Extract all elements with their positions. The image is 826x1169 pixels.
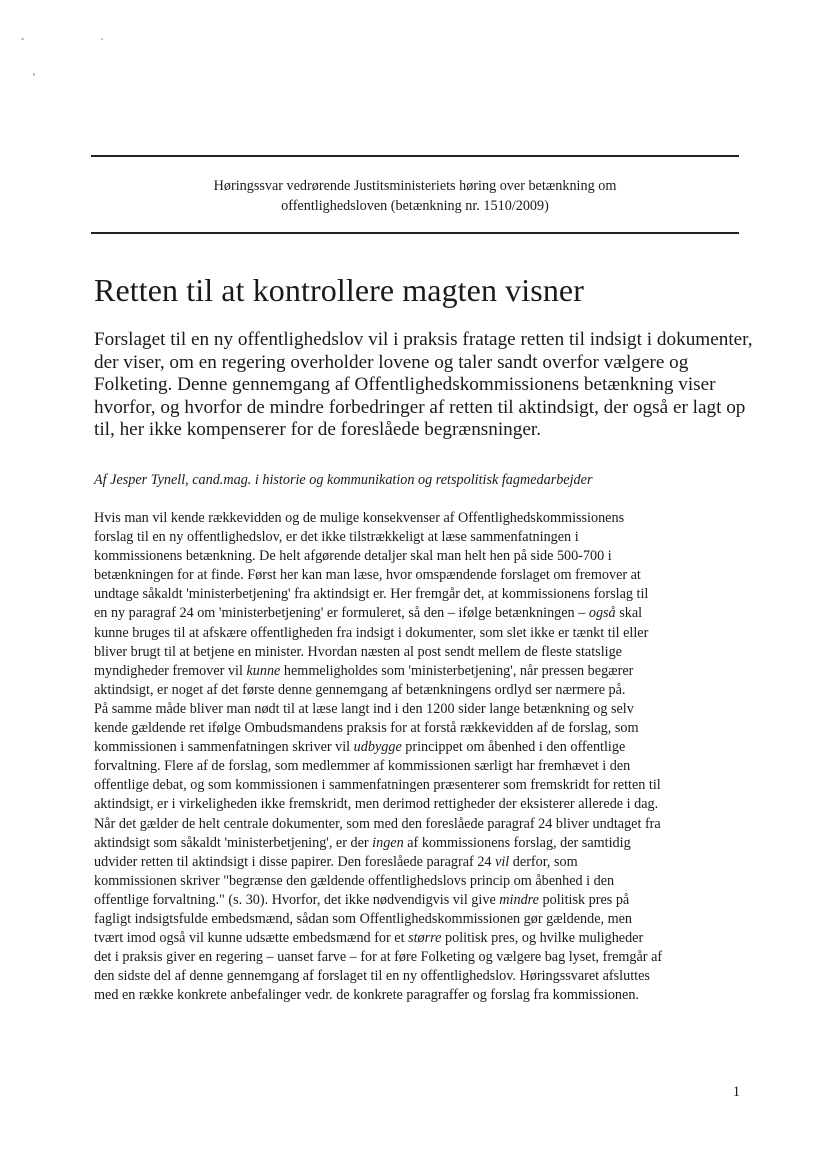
body-line: bliver brugt til at betjene en minister. Hvordan næsten al post sendt mellem de fleste statslige — [94, 643, 622, 660]
consultation-header — [91, 176, 739, 216]
lead-paragraph — [94, 329, 754, 442]
body-line: det i praksis giver en regering – uanset farve – for at føre Folketing og vælgere bag lyset, fremgår af — [94, 949, 663, 966]
body-line — [94, 662, 750, 681]
lead-line: til, her ikke kompenserer for de foreslåede begrænsninger. — [94, 419, 542, 440]
emphasis-text: også — [588, 605, 616, 622]
lead-line: Folketing. Denne gennemgang af Offentlighedskommissionens betænkning viser — [94, 374, 716, 395]
body-line — [94, 738, 750, 757]
emphasis-text: udbygge — [353, 739, 402, 756]
body-line: kommissionens betænkning. De helt afgørende detaljer skal man helt hen på side 500-700 i — [94, 548, 612, 565]
lead-line: Forslaget til en ny offentlighedslov vil i praksis fratage retten til indsigt i dokumenter, — [94, 329, 753, 350]
body-line: den sidste del af denne gennemgang af forslaget til en ny offentlighedslov. Høringssvaret afsluttes — [94, 968, 650, 985]
body-line: Når det gælder de helt centrale dokumenter, som med den foreslåede paragraf 24 bliver undtaget fra — [94, 815, 661, 832]
body-line-text: derfor, som — [509, 853, 578, 870]
lead-line: hvorfor, og hvorfor de mindre forbedringer af retten til aktindsigt, der også er lagt op — [94, 396, 746, 418]
body-line: offentlige debat, og som kommissionen i sammenfatningen præsenterer som fremskridt for retten til — [94, 777, 661, 794]
emphasis-text: vil — [495, 853, 510, 870]
consultation-header-line: Høringssvar vedrørende Justitsministeriets høring over betænkning om — [213, 178, 617, 194]
body-line: kende gældende ret ifølge Ombudsmandens praksis for at forstå rækkevidden af de forslag, som — [94, 720, 639, 737]
body-line: forslag til en ny offentlighedslov, er det ikke tilstrækkeligt at læse sammenfatningen i — [94, 529, 579, 546]
body-line-text: af kommissionens forslag, der samtidig — [403, 834, 631, 851]
emphasis-text: ingen — [372, 834, 404, 851]
body-line: forvaltning. Flere af de forslag, som medlemmer af kommissionen særligt har fremhævet i den — [94, 758, 631, 775]
body-line — [94, 929, 750, 948]
body-line-text: hemmeligholdes som 'ministerbetjening', når pressen begærer — [280, 662, 634, 679]
body-line: kommissionen skriver "begrænse den gældende offentlighedslovs princip om åbenhed i den — [94, 872, 615, 889]
lead-line: der viser, om en regering overholder lovene og taler sandt overfor vælgere og — [94, 351, 689, 373]
scan-speck — [33, 73, 35, 76]
scan-speck — [101, 38, 103, 40]
scan-speck — [21, 38, 24, 40]
body-line: kunne bruges til at afskære offentligheden fra indsigt i dokumenter, som slet ikke er tænkt til eller — [94, 624, 649, 641]
body-line-text: myndigheder fremover vil — [94, 662, 243, 679]
body-line-text: kommissionen i sammenfatningen skriver vil — [94, 739, 351, 756]
body-paragraph — [94, 509, 750, 1005]
consultation-header-line: offentlighedsloven (betænkning nr. 1510/2009) — [281, 198, 549, 214]
header-top-rule — [91, 155, 739, 157]
body-line: undtage såkaldt 'ministerbetjening' fra aktindsigt er. Her fremgår det, at kommissionens forslag til — [94, 586, 649, 603]
body-line: På samme måde bliver man nødt til at læse langt ind i den 1200 sider lange betænkning og selv — [94, 700, 634, 717]
body-line — [94, 834, 750, 853]
header-bottom-rule — [91, 232, 739, 234]
body-line-text: en ny paragraf 24 om 'ministerbetjening' er formuleret, så den – ifølge betænkningen – — [94, 605, 586, 622]
body-line — [94, 891, 750, 910]
emphasis-text: større — [408, 930, 442, 947]
body-line: med en række konkrete anbefalinger vedr. de konkrete paragraffer og forslag fra kommissionen. — [94, 987, 639, 1004]
body-line: aktindsigt, er i virkeligheden ikke fremskridt, men derimod rettigheder der eksisterer allerede i dag. — [94, 796, 659, 813]
emphasis-text: mindre — [499, 891, 539, 908]
body-line-text: princippet om åbenhed i den offentlige — [401, 739, 626, 756]
body-line-text: udvider retten til aktindsigt i disse papirer. Den foreslåede paragraf 24 — [94, 853, 492, 870]
body-line-text: tvært imod også vil kunne udsætte embedsmænd for et — [94, 930, 405, 947]
body-line-text: politisk pres, og hvilke muligheder — [441, 930, 644, 947]
body-line: Hvis man vil kende rækkevidden og de mulige konsekvenser af Offentlighedskommissionens — [94, 510, 625, 526]
body-line — [94, 604, 750, 623]
document-title: Retten til at kontrollere magten visner — [94, 272, 584, 308]
body-line: fagligt indsigtsfulde embedsmænd, sådan som Offentlighedskommissionen gør gældende, men — [94, 910, 633, 927]
body-line-text: politisk pres på — [538, 891, 630, 908]
body-line: aktindsigt, er noget af det første denne gennemgang af betænkningens ordlyd ser nærmere på. — [94, 681, 626, 698]
body-line-text: aktindsigt som såkaldt 'ministerbetjening', er der — [94, 834, 369, 851]
body-line-text: skal — [615, 605, 643, 622]
page-number: 1 — [732, 1084, 740, 1100]
emphasis-text: kunne — [246, 662, 281, 679]
body-line: betænkningen for at finde. Først her kan man læse, hvor omspændende forslaget om fremover at — [94, 567, 641, 584]
author-byline: Af Jesper Tynell, cand.mag. i historie og kommunikation og retspolitisk fagmedarbejder — [94, 472, 593, 488]
body-line-text: offentlige forvaltning." (s. 30). Hvorfor, det ikke nødvendigvis vil give — [94, 891, 496, 908]
body-line — [94, 853, 750, 872]
